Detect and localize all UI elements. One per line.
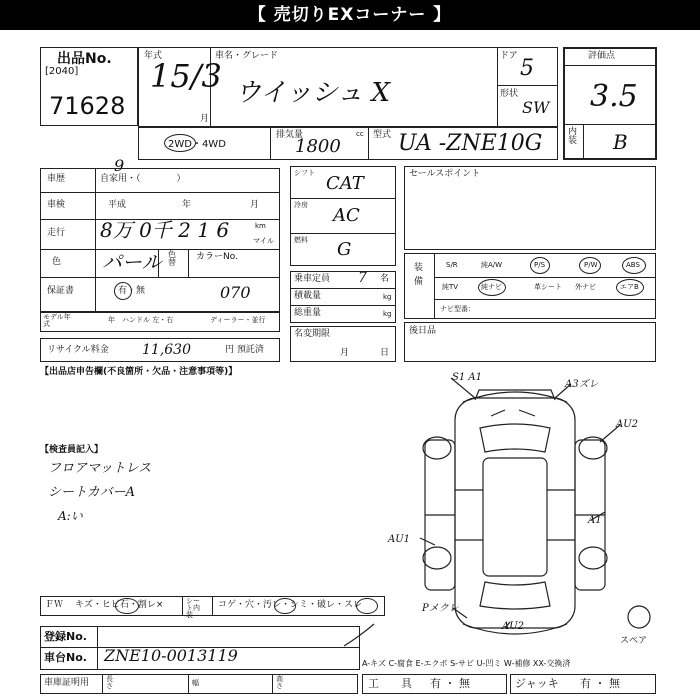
model-year-dealer: ディーラー・並行 [210,316,266,324]
fuel-value: G [337,239,352,260]
airbag-circle [616,279,644,296]
abs-circle [622,257,646,274]
inspector-label: 【検査員記入】 [40,445,104,455]
ac-label: 冷房 [294,201,308,209]
capacity-label: 乗車定員 [294,274,331,284]
capacity-value: 7 [358,270,367,286]
displacement-unit: cc [356,130,364,138]
hood-lines [491,410,535,416]
equip-pw: P/W [584,261,598,269]
damage-mark-rear-left: Pメクレ [422,603,459,614]
shift-value: CAT [326,173,364,194]
equip-sr: S/R [446,261,458,269]
ac-value: AC [333,205,360,226]
displacement-label: 排気量 [276,130,304,140]
equip-tv: 純TV [442,283,459,291]
doors-value: 5 [520,56,534,81]
spare-label: スペア [620,636,648,646]
cert-height: 高さ [276,675,283,690]
warranty-label: 保証書 [47,286,75,296]
lot-number: 71628 [49,92,126,120]
colorno-label: カラーNo. [196,252,238,262]
extras-box [404,322,656,362]
tools-text: 有 ・ 無 [430,677,470,690]
front-bumper [463,392,567,402]
load-label: 積載量 [294,291,322,301]
chassis-value: ZNE10-0013119 [104,646,238,665]
cert-width: 幅 [192,679,199,687]
inspector-line-2: シートカバーA [48,485,135,500]
history-label: 車歴 [47,174,66,184]
equip-abs: ABS [626,261,640,269]
drive-label: 2WD・4WD [168,139,226,150]
sales-point-label: セールスポイント [409,169,481,179]
score-label: 評価点 [588,51,616,61]
colorno-value: 070 [220,283,251,302]
shape-label: 形状 [500,89,519,99]
inspection-year: 年 [182,200,192,210]
registration-label: 登録No. [44,630,87,643]
dealer-note-label: 【出品店申告欄(不良箇所・欠品・注意事項等)】 [40,367,238,377]
fw-text: キズ・ヒビ石・割レ× [75,600,164,610]
inspection-era: 平成 [108,200,127,210]
ps-circle [530,257,550,274]
lot-box [40,47,138,126]
damage-mark-right: A1 [588,515,602,526]
chassis-label: 車台No. [44,651,87,664]
damage-mark-hood: A3ズレ [565,379,599,390]
tools-label: 工 具 [368,677,412,690]
year-month-unit: 月 [200,114,210,124]
warranty-text: 有・無 [118,286,146,296]
equip-ext-navi: 外ナビ [575,283,596,291]
mileage-value: 8万 0千 2 1 6 [100,218,230,242]
fuel-label: 燃料 [294,236,308,244]
color-label: 色 [52,257,62,267]
navi-circle [478,279,506,296]
warranty-circle [114,282,132,300]
name-change-label: 名変期限 [294,329,331,339]
rear-window [480,582,550,609]
year-value: 15/3 [150,57,222,95]
damage-mark-right-front: AU2 [616,419,639,430]
equip-leather: 革シート [534,283,562,291]
wheel-rl [423,547,451,569]
mileage-unit-mile: マイル [253,237,274,245]
mileage-unit-km: km [255,222,266,230]
inspection-label: 車検 [47,200,66,210]
recycle-label: リサイクル料金 [47,345,109,355]
total-weight-label: 総重量 [294,308,322,318]
spare-tire [628,606,650,628]
fw-label: ＦＷ [45,600,64,610]
load-unit: kg [383,293,392,301]
equipment-label: 装備 [414,263,424,287]
mileage-label: 走行 [47,228,66,238]
damage-legend: A-キズ C-腐食 E-エクボ S-サビ U-凹ミ W-補修 XX-交換済 [362,659,571,668]
model-year-label: モデル年式 [43,313,71,328]
roof [483,458,547,576]
name-change-day: 日 [380,348,390,358]
inspector-line-3: A:い [58,509,83,523]
displacement-value: 1800 [295,136,341,157]
chip-circle [115,598,139,614]
equip-alloy: 純A/W [481,261,503,269]
inspection-month: 月 [250,200,260,210]
damage-mark-front: S1 A1 [452,372,482,383]
score-value: 3.5 [590,79,638,114]
name-change-month: 月 [340,348,350,358]
doors-label: ドア [500,51,518,61]
equip-airbag: エアB [620,283,639,291]
model-year-handle: ハンドル 左・右 [122,316,174,324]
lot-code: [2040] [45,66,79,77]
car-body-outline [455,398,575,628]
pw-circle [579,257,601,274]
color-change-label: 色替 [168,250,176,267]
certificate-label: 車庫証明用 [44,678,90,688]
windshield [480,424,550,452]
extras-label: 後日品 [409,326,437,336]
year-label: 年式 [144,51,163,61]
interior-label: 内装 [568,127,578,146]
wheel-rr [579,547,607,569]
capacity-unit: 名 [380,274,390,284]
jack-label: ジャッキ [515,677,559,690]
inspector-line-1: フロアマットレス [48,461,152,476]
model-label: 車名・グレード [215,51,279,61]
stain-circle [274,598,296,614]
jack-text: 有 ・ 無 [580,677,620,690]
model-year-year: 年 [108,316,115,324]
shift-label: シフト [294,169,315,177]
check-mark [340,622,380,652]
type-value: UA -ZNE10G [398,131,543,156]
damage-mark-rear: AU2 [502,621,525,632]
history-text: 自家用・（ ） [100,174,186,184]
fw-text-2: コゲ・穴・汚レ・シミ・破レ・スレ [218,600,363,610]
color-value: パール [102,250,162,274]
equip-ps: P/S [534,261,546,269]
drive-circle [164,134,196,152]
shape-value: SW [522,98,550,117]
lot-label: 出品No. [57,51,112,67]
damage-mark-left: AU1 [388,534,411,545]
recycle-unit: 円 預託済 [225,345,264,355]
interior-value: B [613,130,628,154]
navi-model-label: ナビ型番： [440,305,475,313]
equip-navi: 純ナビ [481,283,502,291]
total-weight-unit: kg [383,310,392,318]
type-label: 型式 [373,130,392,140]
model-value: ウイッシュ X [235,78,390,108]
cert-length: 長さ [106,675,113,690]
recycle-value: 11,630 [142,342,191,358]
scuff-circle [356,598,378,614]
history-mark: 9 [114,156,125,175]
banner-title: 【 売切りEXコーナー 】 [0,0,700,30]
seat-label: シート内装 [186,597,200,619]
